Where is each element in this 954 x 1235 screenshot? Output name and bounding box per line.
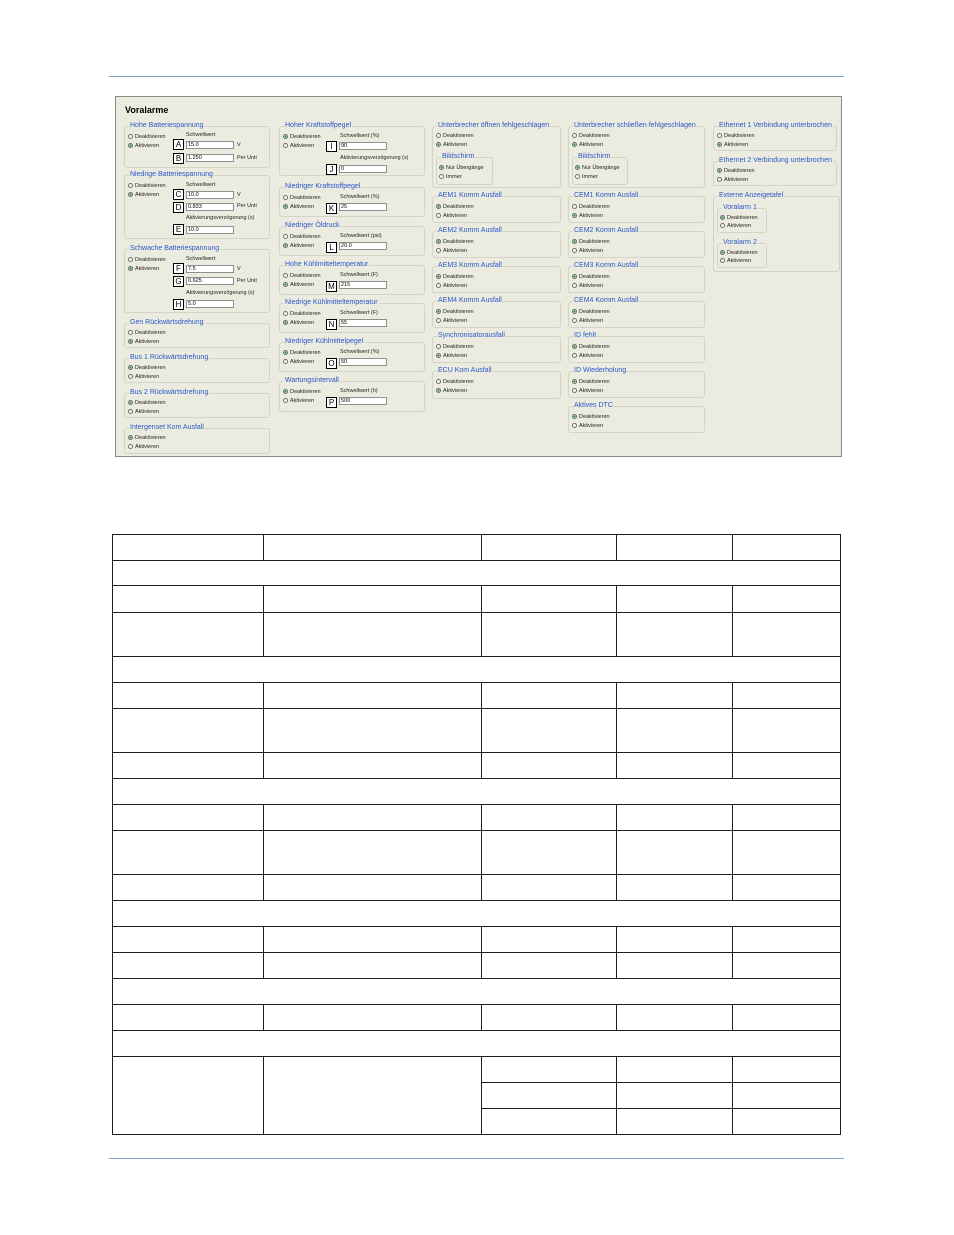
radio-nur-uebergaenge[interactable]: Nur Übergänge [575, 164, 620, 172]
callout-box-p: P [326, 397, 337, 408]
table-col-divider [616, 926, 617, 978]
radio-aktivieren[interactable]: Aktivieren [283, 397, 314, 405]
group-title: Niedriger Kühlmittelpegel [285, 338, 364, 345]
table-row-divider [113, 752, 840, 753]
group-title: Niedrige Kühlmitteltemperatur [285, 299, 378, 306]
group-bus2-rueckwaertsdrehung [124, 389, 270, 418]
input-o-value[interactable]: 50 [339, 358, 387, 366]
radio-aktivieren[interactable]: Aktivieren [436, 247, 467, 255]
input-f-value[interactable]: 7.5 [186, 265, 234, 273]
group-wartungsintervall [279, 377, 425, 412]
group-title: Niedriger Kraftstoffpegel [285, 183, 361, 190]
panel-title: Voralarme [125, 105, 169, 115]
group-title: CEM2 Komm Ausfall [574, 227, 639, 234]
group-title: Bildschirm [442, 153, 475, 160]
callout-box-i: I [326, 141, 337, 152]
table-col-divider [481, 926, 482, 978]
group-title: Voralarm 2 [723, 239, 757, 246]
label-schwellwert: Schwellwert (%) [340, 194, 380, 200]
callout-box-d: D [173, 202, 184, 213]
callout-box-a: A [173, 139, 184, 150]
group-title: Synchronisatorausfall [438, 332, 505, 339]
radio-aktivieren[interactable]: Aktivieren [283, 203, 314, 211]
radio-aktivieren[interactable]: Aktivieren [436, 282, 467, 290]
table-col-divider [616, 682, 617, 778]
table-row-divider [113, 952, 840, 953]
group-bus1-rueckwaertsdrehung [124, 354, 270, 383]
table-row-divider [113, 560, 840, 561]
label-schwellwert: Schwellwert (psi) [340, 233, 382, 239]
input-p-value[interactable]: 500 [339, 397, 387, 405]
group-ethernet1 [713, 122, 837, 151]
group-aem3-komm-ausfall [432, 262, 561, 293]
radio-deaktivieren[interactable]: Deaktivieren [128, 434, 166, 442]
table-col-divider [616, 535, 617, 560]
label-aktivierungsverzoegerung: Aktivierungsverzögerung (s) [340, 155, 409, 161]
label-schwellwert: Schwellwert [186, 182, 216, 188]
group-title: AEM4 Komm Ausfall [438, 297, 502, 304]
table-col-divider [616, 804, 617, 900]
callout-box-e: E [173, 224, 184, 235]
input-b-value[interactable]: 1.250 [186, 154, 234, 162]
radio-deaktivieren[interactable]: Deaktivieren [436, 273, 474, 281]
group-title: Unterbrecher schließen fehlgeschlagen [574, 122, 696, 129]
radio-deaktivieren[interactable]: Deaktivieren [283, 194, 321, 202]
radio-aktivieren[interactable]: Aktivieren [128, 338, 159, 346]
group-title: ECU Kom Ausfall [438, 367, 492, 374]
radio-aktivieren[interactable]: Aktivieren [283, 319, 314, 327]
radio-aktivieren[interactable]: Aktivieren [717, 141, 748, 149]
input-n-value[interactable]: 55 [339, 319, 387, 327]
group-title: AEM2 Komm Ausfall [438, 227, 502, 234]
table-col-divider [732, 804, 733, 900]
callout-box-c: C [173, 189, 184, 200]
table-col-divider [732, 535, 733, 560]
input-e-value[interactable]: 10.0 [186, 226, 234, 234]
group-niedriger-oeldruck [279, 222, 425, 256]
table-col-divider [263, 804, 264, 900]
radio-aktivieren[interactable]: Aktivieren [436, 141, 467, 149]
label-schwellwert: Schwellwert (F) [340, 310, 378, 316]
group-title: Hoher Kraftstoffpegel [285, 122, 352, 129]
radio-aktivieren[interactable]: Aktivieren [572, 282, 603, 290]
radio-deaktivieren[interactable]: Deaktivieren [283, 388, 321, 396]
radio-deaktivieren[interactable]: Deaktivieren [572, 308, 610, 316]
radio-aktivieren[interactable]: Aktivieren [720, 222, 751, 230]
unit-v: V [237, 142, 241, 148]
label-aktivierungsverzoegerung: Aktivierungsverzögerung (s) [186, 290, 255, 296]
group-unterbrecher-schliessen [568, 122, 705, 188]
group-title: Bildschirm [578, 153, 611, 160]
radio-deaktivieren[interactable]: Deaktivieren [283, 233, 321, 241]
unit-per-unit: Per Unit [237, 278, 257, 284]
input-c-value[interactable]: 10.0 [186, 191, 234, 199]
label-aktivierungsverzoegerung: Aktivierungsverzögerung (s) [186, 215, 255, 221]
table-col-divider [481, 1004, 482, 1030]
radio-deaktivieren[interactable]: Deaktivieren [436, 203, 474, 211]
table-row-divider [113, 708, 840, 709]
label-schwellwert: Schwellwert [186, 256, 216, 262]
table-col-divider [481, 682, 482, 778]
callout-box-b: B [173, 153, 184, 164]
radio-deaktivieren[interactable]: Deaktivieren [436, 378, 474, 386]
radio-deaktivieren[interactable]: Deaktivieren [436, 308, 474, 316]
radio-deaktivieren[interactable]: Deaktivieren [283, 133, 321, 141]
group-title: ID Wiederholung [574, 367, 627, 374]
radio-nur-uebergaenge[interactable]: Nur Übergänge [439, 164, 484, 172]
group-title: Schwache Batteriespannung [130, 245, 220, 252]
radio-aktivieren[interactable]: Aktivieren [128, 142, 159, 150]
group-title: Bus 2 Rückwärtsdrehung [130, 389, 209, 396]
input-k-value[interactable]: 25 [339, 203, 387, 211]
radio-aktivieren[interactable]: Aktivieren [128, 408, 159, 416]
group-niedriger-kuehlmittelpegel [279, 338, 425, 372]
table-col-divider [481, 535, 482, 560]
group-bildschirm [436, 153, 493, 185]
label-schwellwert: Schwellwert [186, 132, 216, 138]
table-row-divider [481, 1082, 840, 1083]
group-title: Intergenset Kom Ausfall [130, 424, 204, 431]
input-g-value[interactable]: 0.625 [186, 277, 234, 285]
radio-aktivieren[interactable]: Aktivieren [128, 265, 159, 273]
callout-box-n: N [326, 319, 337, 330]
table-row-divider [113, 978, 840, 979]
group-title: AEM1 Komm Ausfall [438, 192, 502, 199]
group-title: Unterbrecher öffnen fehlgeschlagen [438, 122, 550, 129]
table-row-divider [113, 830, 840, 831]
table-col-divider [481, 804, 482, 900]
group-bildschirm [572, 153, 628, 185]
group-title: Hohe Kühlmitteltemperatur [285, 261, 369, 268]
table-row-divider [113, 900, 840, 901]
radio-aktivieren[interactable]: Aktivieren [283, 281, 314, 289]
input-a-value[interactable]: 15.0 [186, 141, 234, 149]
radio-deaktivieren[interactable]: Deaktivieren [128, 256, 166, 264]
table-col-divider [732, 1056, 733, 1134]
table-row-divider [113, 778, 840, 779]
group-title: Niedriger Öldruck [285, 222, 340, 229]
group-title: Ethernet 1 Verbindung unterbrochen [719, 122, 832, 129]
radio-deaktivieren[interactable]: Deaktivieren [572, 413, 610, 421]
table-col-divider [732, 585, 733, 656]
group-aem1-komm-ausfall [432, 192, 561, 223]
radio-deaktivieren[interactable]: Deaktivieren [128, 329, 166, 337]
table-col-divider [481, 1056, 482, 1134]
group-title: Hohe Batteriespannung [130, 122, 204, 129]
radio-aktivieren[interactable]: Aktivieren [572, 352, 603, 360]
input-j-value[interactable]: 0 [339, 165, 387, 173]
radio-aktivieren[interactable]: Aktivieren [436, 212, 467, 220]
radio-deaktivieren[interactable]: Deaktivieren [572, 238, 610, 246]
table-col-divider [263, 535, 264, 560]
radio-aktivieren[interactable]: Aktivieren [436, 352, 467, 360]
group-niedriger-kraftstoffpegel [279, 183, 425, 217]
radio-deaktivieren[interactable]: Deaktivieren [572, 273, 610, 281]
group-title: Aktives DTC [574, 402, 613, 409]
table-row-divider [113, 804, 840, 805]
table-col-divider [616, 1056, 617, 1134]
radio-deaktivieren[interactable]: Deaktivieren [436, 238, 474, 246]
callout-box-l: L [326, 242, 337, 253]
radio-deaktivieren[interactable]: Deaktivieren [572, 378, 610, 386]
group-id-fehlt [568, 332, 705, 363]
radio-deaktivieren[interactable]: Deaktivieren [436, 343, 474, 351]
group-title: Ethernet 2 Verbindung unterbrochen [719, 157, 832, 164]
input-d-value[interactable]: 0.833 [186, 203, 234, 211]
radio-deaktivieren[interactable]: Deaktivieren [717, 132, 755, 140]
table-col-divider [481, 585, 482, 656]
group-ethernet2 [713, 157, 837, 186]
table-col-divider [263, 1056, 264, 1134]
group-title: Externe Anzeigetafel [719, 192, 784, 199]
label-schwellwert: Schwellwert (h) [340, 388, 378, 394]
group-title: Bus 1 Rückwärtsdrehung [130, 354, 209, 361]
group-ecu-kom-ausfall [432, 367, 561, 399]
table-col-divider [616, 1004, 617, 1030]
table-row-divider [113, 1030, 840, 1031]
label-schwellwert: Schwellwert (%) [340, 349, 380, 355]
group-cem4-komm-ausfall [568, 297, 705, 328]
callout-box-k: K [326, 203, 337, 214]
table-row-divider [113, 1056, 840, 1057]
callout-box-f: F [173, 263, 184, 274]
callout-box-g: G [173, 276, 184, 287]
radio-aktivieren[interactable]: Aktivieren [128, 191, 159, 199]
radio-aktivieren[interactable]: Aktivieren [283, 142, 314, 150]
group-title: CEM1 Komm Ausfall [574, 192, 639, 199]
label-schwellwert: Schwellwert (F) [340, 272, 378, 278]
table-row-divider [113, 612, 840, 613]
radio-aktivieren[interactable]: Aktivieren [572, 141, 603, 149]
group-cem2-komm-ausfall [568, 227, 705, 258]
table-col-divider [732, 682, 733, 778]
callout-box-j: J [326, 164, 337, 175]
group-title: Voralarm 1 [723, 204, 757, 211]
group-cem3-komm-ausfall [568, 262, 705, 293]
group-hohe-kuehlmitteltemperatur [279, 261, 425, 295]
radio-immer[interactable]: Immer [439, 173, 462, 181]
group-hohe-batteriespannung [124, 122, 270, 168]
radio-deaktivieren[interactable]: Deaktivieren [128, 133, 166, 141]
table-row-divider [113, 1004, 840, 1005]
group-aem4-komm-ausfall [432, 297, 561, 328]
unit-v: V [237, 192, 241, 198]
input-i-value[interactable]: 90 [339, 142, 387, 150]
group-aktives-dtc [568, 402, 705, 433]
radio-deaktivieren[interactable]: Deaktivieren [717, 167, 755, 175]
callout-box-h: H [173, 299, 184, 310]
group-title: ID fehlt [574, 332, 597, 339]
table-col-divider [616, 585, 617, 656]
group-gen-rueckwaertsdrehung [124, 319, 270, 348]
radio-immer[interactable]: Immer [575, 173, 598, 181]
input-h-value[interactable]: 5.0 [186, 300, 234, 308]
group-intergenset-kom-ausfall [124, 424, 270, 454]
table-row-divider [481, 1108, 840, 1109]
group-schwache-batteriespannung [124, 245, 270, 313]
radio-aktivieren[interactable]: Aktivieren [572, 422, 603, 430]
group-title: Wartungsintervall [285, 377, 339, 384]
input-m-value[interactable]: 215 [339, 281, 387, 289]
radio-aktivieren[interactable]: Aktivieren [572, 387, 603, 395]
group-aem2-komm-ausfall [432, 227, 561, 258]
group-title: CEM3 Komm Ausfall [574, 262, 639, 269]
radio-deaktivieren[interactable]: Deaktivieren [436, 132, 474, 140]
radio-deaktivieren[interactable]: Deaktivieren [128, 399, 166, 407]
radio-deaktivieren[interactable]: Deaktivieren [720, 214, 758, 222]
radio-deaktivieren[interactable]: Deaktivieren [128, 364, 166, 372]
voralarme-panel [115, 96, 842, 457]
footer-rule [109, 1158, 844, 1159]
input-l-value[interactable]: 20.0 [339, 242, 387, 250]
label-schwellwert: Schwellwert (%) [340, 133, 380, 139]
group-cem1-komm-ausfall [568, 192, 705, 223]
radio-aktivieren[interactable]: Aktivieren [128, 443, 159, 451]
radio-aktivieren[interactable]: Aktivieren [572, 317, 603, 325]
unit-v: V [237, 266, 241, 272]
table-row-divider [113, 874, 840, 875]
group-hoher-kraftstoffpegel [279, 122, 425, 176]
group-voralarm-2 [717, 239, 767, 268]
radio-aktivieren[interactable]: Aktivieren [720, 257, 751, 265]
table-col-divider [263, 585, 264, 656]
radio-aktivieren[interactable]: Aktivieren [572, 212, 603, 220]
table-col-divider [263, 682, 264, 778]
radio-aktivieren[interactable]: Aktivieren [283, 242, 314, 250]
table-col-divider [732, 1004, 733, 1030]
group-synchronisatorausfall [432, 332, 561, 363]
radio-deaktivieren[interactable]: Deaktivieren [572, 343, 610, 351]
radio-deaktivieren[interactable]: Deaktivieren [283, 310, 321, 318]
radio-aktivieren[interactable]: Aktivieren [128, 373, 159, 381]
group-title: Gen Rückwärtsdrehung [130, 319, 204, 326]
table-col-divider [263, 926, 264, 978]
table-row-divider [113, 682, 840, 683]
radio-deaktivieren[interactable]: Deaktivieren [128, 182, 166, 190]
radio-deaktivieren[interactable]: Deaktivieren [283, 349, 321, 357]
group-id-wiederholung [568, 367, 705, 398]
radio-aktivieren[interactable]: Aktivieren [436, 387, 467, 395]
table-row-divider [113, 585, 840, 586]
unit-per-unit: Per Unit [237, 203, 257, 209]
settings-table-grid [112, 534, 841, 1135]
radio-deaktivieren[interactable]: Deaktivieren [283, 272, 321, 280]
radio-aktivieren[interactable]: Aktivieren [436, 317, 467, 325]
group-title: CEM4 Komm Ausfall [574, 297, 639, 304]
radio-aktivieren[interactable]: Aktivieren [717, 176, 748, 184]
table-row-divider [113, 656, 840, 657]
radio-aktivieren[interactable]: Aktivieren [283, 358, 314, 366]
radio-deaktivieren[interactable]: Deaktivieren [720, 249, 758, 257]
callout-box-o: O [326, 358, 337, 369]
unit-per-unit: Per Unit [237, 155, 257, 161]
callout-box-m: M [326, 281, 337, 292]
group-niedrige-batteriespannung [124, 171, 270, 239]
group-title: Niedrige Batteriespannung [130, 171, 213, 178]
radio-deaktivieren[interactable]: Deaktivieren [572, 203, 610, 211]
header-rule [109, 76, 844, 77]
group-title: AEM3 Komm Ausfall [438, 262, 502, 269]
radio-aktivieren[interactable]: Aktivieren [572, 247, 603, 255]
table-row-divider [113, 926, 840, 927]
group-voralarm-1 [717, 204, 767, 233]
group-unterbrecher-oeffnen [432, 122, 561, 188]
group-niedrige-kuehlmitteltemperatur [279, 299, 425, 333]
group-externe-anzeigetafel [713, 192, 840, 272]
table-col-divider [263, 1004, 264, 1030]
table-col-divider [732, 926, 733, 978]
radio-deaktivieren[interactable]: Deaktivieren [572, 132, 610, 140]
